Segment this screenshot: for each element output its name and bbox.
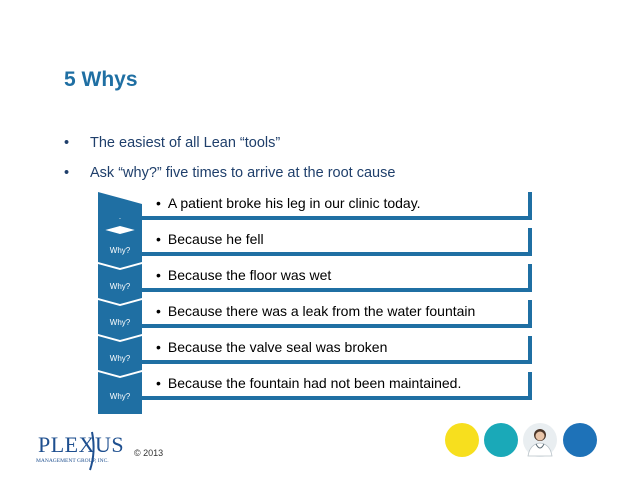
chevron-label: Why? <box>109 318 131 327</box>
why-answer-text: • Because the fountain had not been maintained. <box>156 372 461 394</box>
why-answer-box <box>142 372 528 400</box>
chevron-label: . <box>118 212 122 221</box>
plexus-logo <box>34 428 134 472</box>
why-answer-box <box>142 228 528 256</box>
chevron-label: Why? <box>109 354 131 363</box>
why-answer-box <box>142 336 528 364</box>
chevron-label: Why? <box>109 246 131 255</box>
slide-title: 5 Whys <box>64 68 138 91</box>
logo-wordmark: PLEXUS <box>38 432 125 457</box>
why-answer-text: • A patient broke his leg in our clinic today. <box>156 192 421 214</box>
why-answer-text: • Because the floor was wet <box>156 264 331 286</box>
why-answer-box <box>142 192 528 220</box>
chevron-shape <box>98 336 142 376</box>
yellow-circle <box>445 423 479 457</box>
why-answer-box <box>142 300 528 328</box>
why-answer-text: • Because the valve seal was broken <box>156 336 387 358</box>
blue-circle <box>563 423 597 457</box>
why-answer-box <box>142 264 528 292</box>
bullet-item: • The easiest of all Lean “tools” <box>64 128 395 158</box>
why-answer-text: • Because there was a leak from the water fountain <box>156 300 475 322</box>
chevron-shape <box>98 372 142 414</box>
chevron-label: Why? <box>109 282 131 291</box>
teal-circle <box>484 423 518 457</box>
bullet-item: • Ask “why?” five times to arrive at the root cause <box>64 158 395 188</box>
copyright-text: © 2013 <box>134 448 164 458</box>
why-answer-text: • Because he fell <box>156 228 264 250</box>
chevron-shape <box>98 300 142 340</box>
chevron-shape <box>98 264 142 304</box>
chevron-shape <box>98 228 142 268</box>
logo-subtext: MANAGEMENT GROUP, INC. <box>36 458 109 464</box>
chevron-shape <box>98 192 142 232</box>
decorative-circles <box>444 422 604 458</box>
chevron-label: Why? <box>109 392 131 401</box>
